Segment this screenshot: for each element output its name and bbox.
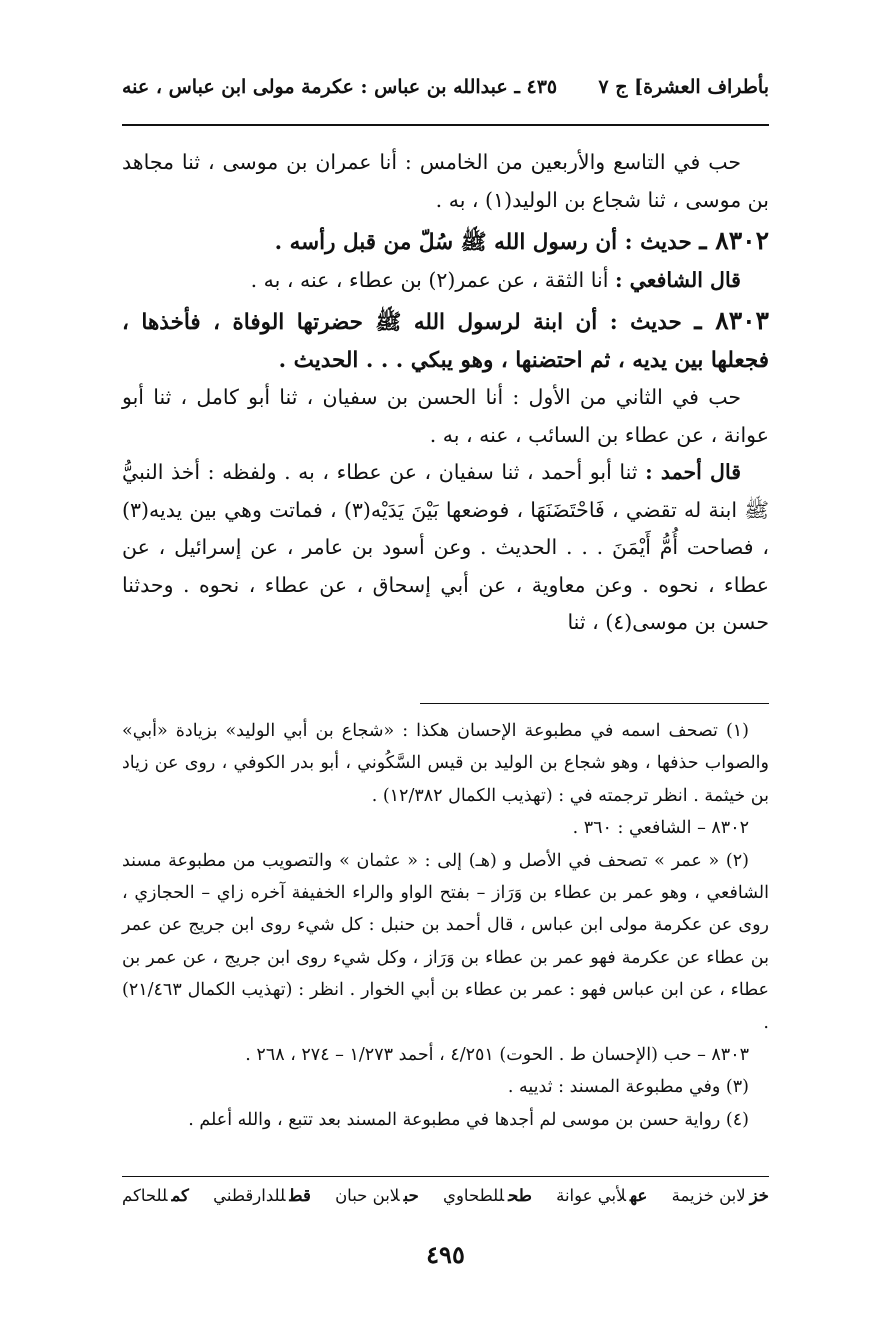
legend-item [672, 1186, 769, 1205]
running-header [122, 76, 769, 98]
hadith-number: ٨٣٠٣ ـ [694, 306, 769, 335]
legend-item [556, 1186, 647, 1205]
legend-name: لابن خزيمة [671, 1186, 746, 1205]
legend-name: لأبي عوانة [556, 1186, 626, 1205]
paragraph [122, 262, 769, 300]
legend-abbr: حب [403, 1186, 419, 1205]
paragraph-text: أنا الثقة ، عن عمر(٢) بن عطاء ، عنه ، به . [250, 267, 609, 292]
main-text [122, 144, 769, 642]
page-number: ٤٩٥ [426, 1240, 465, 1269]
footnote: (١) تصحف اسمه في مطبوعة الإحسان هكذا : «شجاع بن أبي الوليد» بزيادة «أبي» والصواب حذفها ، وهو شجاع بن الوليد بن قيس السَّكُوني ، أبو بدر الكوفي ، روى عن زياد بن خيثمة . انظر ترجمته في : (تهذيب الكمال ١٢/٣٨٢) . [122, 721, 769, 806]
legend-abbr: كم [171, 1186, 189, 1205]
legend-item [443, 1186, 532, 1205]
footnote: (٤) رواية حسن بن موسى لم أجدها في مطبوعة المسند بعد تتبع ، والله أعلم . [188, 1109, 749, 1130]
footnote-separator [420, 703, 769, 704]
legend-name: لابن حبان [335, 1186, 400, 1205]
hadith-number: ٨٣٠٢ ـ [699, 226, 769, 255]
footnote: (٢) « عمر » تصحف في الأصل و (هـ) إلى : « عثمان » والتصويب من مطبوعة مسند الشافعي ، وهو عمر بن عطاء بن وَرَاز – بفتح الواو والراء الخفيفة آخره زاي – الحجازي ، روى عن عكرمة مولى ابن عباس ، قال أحمد بن حنبل : كل شيء روى ابن جريج عن عمر بن عطاء عن عكرمة فهو عمر بن عطاء بن وَرَاز ، وكل شيء روى ابن جريج ، عن عمر بن عطاء ، عن ابن عباس فهو : عمر بن عطاء بن أبي الخوار . انظر : (تهذيب الكمال ٢١/٤٦٣) . [122, 850, 769, 1033]
paragraph-text: ثنا أبو أحمد ، ثنا سفيان ، عن عطاء ، به . ولفظه : أخذ النبيُّ ﷺ ابنة له تقضي ، فَاحْتَضَنَهَا ، فوضعها بَيْنَ يَدَيْه(٣) ، فماتت وهي بين يديه(٣) ، فصاحت أُمُّ أَيْمَنَ . . . الحديث . وعن أسود بن عامر ، عن إسرائيل ، عن عطاء ، نحوه . وعن معاوية ، عن أبي إسحاق ، عن عطاء ، نحوه . وحدثنا حسن بن موسى(٤) ، ثنا [122, 460, 769, 634]
footnote: (٣) وفي مطبوعة المسند : ثدييه . [507, 1077, 749, 1098]
legend-name: للدارقطني [213, 1186, 286, 1205]
footnote: ٨٣٠٣ – حب (الإحسان ط . الحوت) ٤/٢٥١ ، أحمد ١/٢٧٣ – ٢٧٤ ، ٢٦٨ . [245, 1045, 749, 1066]
paragraph: حب في الثاني من الأول : أنا الحسن بن سفيان ، ثنا أبو كامل ، ثنا أبو عوانة ، عن عطاء بن السائب ، عنه ، به . [122, 385, 769, 447]
legend-abbr: طح [508, 1186, 532, 1205]
footnotes [122, 715, 769, 1136]
legend-item [213, 1186, 311, 1205]
legend-name: للحاكم [122, 1186, 168, 1205]
header-book-title: بأطراف العشرة] ج ٧ [598, 76, 769, 98]
paragraph [122, 454, 769, 642]
header-section-title: ٤٣٥ ـ عبدالله بن عباس : عكرمة مولى ابن عباس ، عنه [122, 76, 558, 98]
hadith-text: حديث : أن ابنة لرسول الله ﷺ حضرتها الوفاة ، فأخذها ، فجعلها بين يديه ، ثم احتضنها ، وهو يبكي . . . الحديث . [122, 310, 769, 373]
legend-abbr: خز [749, 1186, 769, 1205]
header-rule [122, 124, 769, 126]
footnote: ٨٣٠٢ – الشافعي : ٣٦٠ . [572, 818, 749, 839]
legend-name: للطحاوي [443, 1186, 505, 1205]
narrator-label: قال أحمد : [645, 460, 741, 484]
abbreviation-legend [122, 1186, 769, 1205]
hadith-8303 [122, 302, 769, 379]
hadith-8302 [122, 222, 769, 262]
legend-abbr: قط [289, 1186, 311, 1205]
narrator-label: قال الشافعي : [614, 267, 741, 292]
legend-item [122, 1186, 189, 1205]
footer-rule [122, 1176, 769, 1177]
legend-item [335, 1186, 419, 1205]
paragraph: حب في التاسع والأربعين من الخامس : أنا عمران بن موسى ، ثنا مجاهد بن موسى ، ثنا شجاع بن الوليد(١) ، به . [122, 150, 769, 212]
legend-abbr: عه [629, 1186, 648, 1205]
hadith-text: حديث : أن رسول الله ﷺ سُلّ من قبل رأسه . [274, 230, 692, 255]
